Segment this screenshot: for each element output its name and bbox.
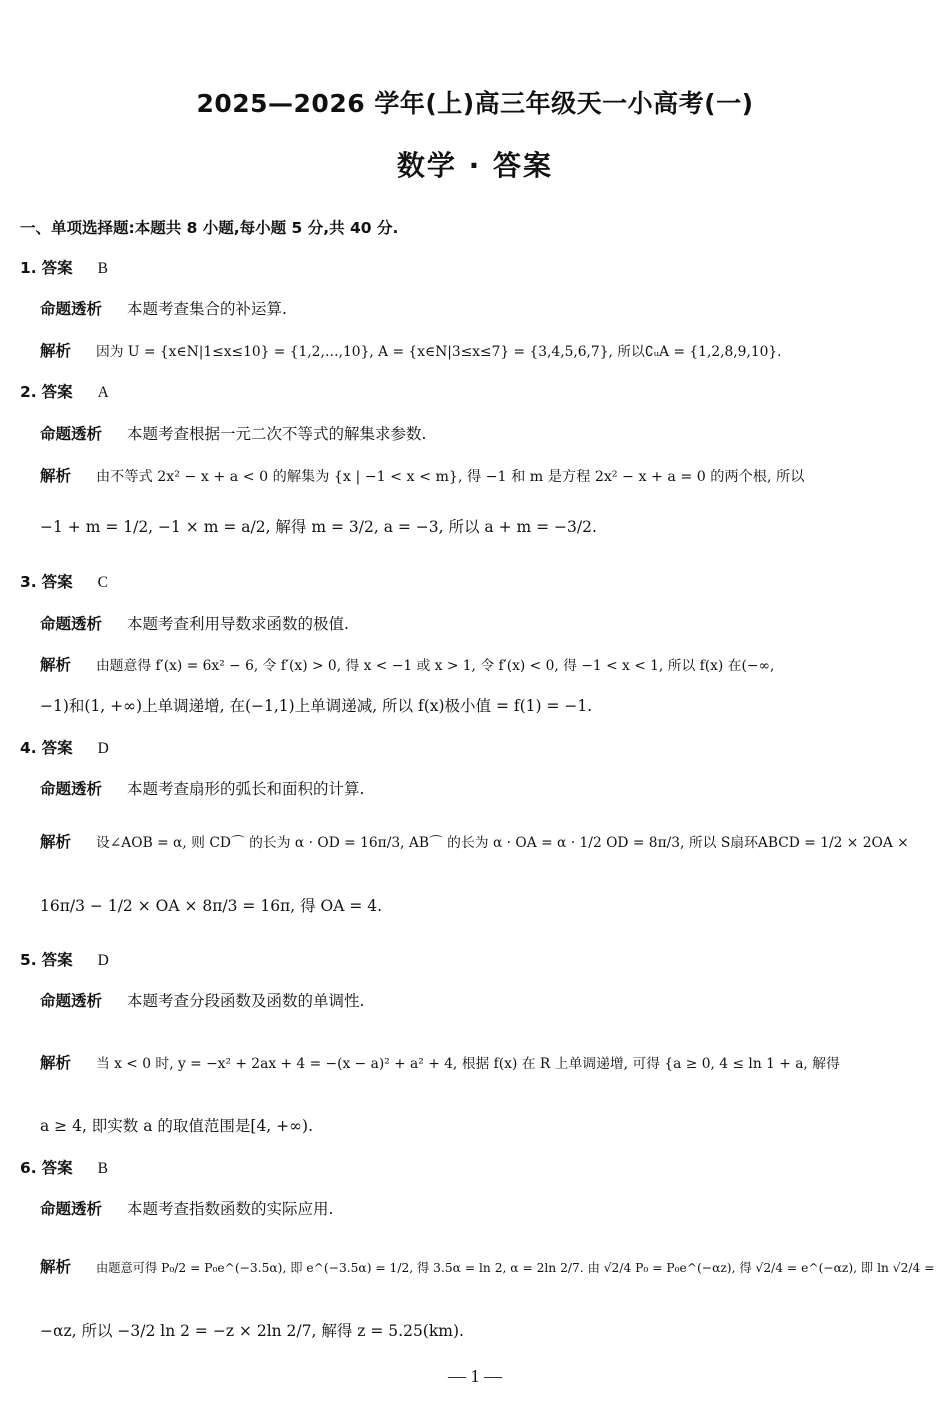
- question-2-analysis-cont: −1 + m = 1/2, −1 × m = a/2, 解得 m = 3/2, a = −3, 所以 a + m = −3/2.: [40, 518, 597, 536]
- question-number: 5.: [20, 951, 37, 969]
- analysis-text: 当 x < 0 时, y = −x² + 2ax + 4 = −(x − a)² + a² + 4, 根据 f(x) 在 R 上单调递增, 可得 {a ≥ 0, 4 ≤ ln 1 + a, 解得: [95, 1056, 840, 1072]
- question-4-answer-row: [20, 737, 930, 760]
- intent-text: 本题考查扇形的弧长和面积的计算.: [126, 780, 365, 798]
- answer-label: 答案: [41, 951, 73, 969]
- intent-label: 命题透析: [40, 780, 103, 798]
- question-5-answer-row: [20, 949, 930, 972]
- question-6-analysis: [40, 1256, 934, 1279]
- question-6-intent: [40, 1198, 333, 1220]
- intent-label: 命题透析: [40, 615, 103, 633]
- answer-value: B: [97, 1160, 108, 1177]
- intent-text: 本题考查利用导数求函数的极值.: [126, 615, 349, 633]
- question-3-analysis: [40, 654, 774, 677]
- analysis-text: 由题意得 f′(x) = 6x² − 6, 令 f′(x) > 0, 得 x < −1 或 x > 1, 令 f′(x) < 0, 得 −1 < x < 1, 所以 f(x) 在(−∞,: [95, 658, 775, 674]
- intent-label: 命题透析: [40, 300, 103, 318]
- answer-value: D: [97, 952, 109, 969]
- question-5-analysis: [40, 1052, 840, 1075]
- question-3-intent: [40, 613, 349, 635]
- analysis-text: 由题意可得 P₀/2 = P₀e^(−3.5α), 即 e^(−3.5α) = 1/2, 得 3.5α = ln 2, α = 2ln 2/7. 由 √2/4 P₀ = P₀e^(−αz), 得 √2/4 = e^(−αz), 即 ln √2/4 =: [95, 1261, 935, 1275]
- question-1-answer-row: [20, 257, 930, 280]
- question-6-analysis-cont: −αz, 所以 −3/2 ln 2 = −z × 2ln 2/7, 解得 z = 5.25(km).: [40, 1322, 464, 1340]
- intent-label: 命题透析: [40, 992, 103, 1010]
- analysis-label: 解析: [40, 656, 72, 674]
- question-3-answer-row: [20, 571, 930, 594]
- question-5-intent: [40, 990, 364, 1012]
- question-1-intent: [40, 298, 287, 320]
- intent-text: 本题考查集合的补运算.: [126, 300, 287, 318]
- analysis-text: 设∠AOB = α, 则 CD⌒ 的长为 α · OD = 16π/3, AB⌒ 的长为 α · OA = α · 1/2 OD = 8π/3, 所以 S扇环ABCD = 1/2 × 2OA ×: [95, 835, 909, 851]
- intent-text: 本题考查分段函数及函数的单调性.: [126, 992, 365, 1010]
- intent-text: 本题考查指数函数的实际应用.: [126, 1200, 334, 1218]
- question-number: 4.: [20, 739, 37, 757]
- question-2-answer-row: [20, 381, 930, 404]
- analysis-text: 由不等式 2x² − x + a < 0 的解集为 {x | −1 < x < m}, 得 −1 和 m 是方程 2x² − x + a = 0 的两个根, 所以: [95, 469, 805, 485]
- answer-label: 答案: [41, 259, 73, 277]
- question-2-analysis: [40, 465, 804, 488]
- answer-value: A: [97, 384, 109, 401]
- analysis-label: 解析: [40, 833, 72, 851]
- intent-label: 命题透析: [40, 425, 103, 443]
- answer-label: 答案: [41, 383, 73, 401]
- answer-label: 答案: [41, 739, 73, 757]
- intent-label: 命题透析: [40, 1200, 103, 1218]
- question-6-answer-row: [20, 1157, 930, 1180]
- answer-label: 答案: [41, 1159, 73, 1177]
- exam-title: 2025—2026 学年(上)高三年级天一小高考(一): [196, 89, 754, 118]
- analysis-label: 解析: [40, 342, 72, 360]
- question-3-analysis-cont: −1)和(1, +∞)上单调递增, 在(−1,1)上单调递减, 所以 f(x)极小值 = f(1) = −1.: [40, 697, 593, 715]
- question-5-analysis-cont: a ≥ 4, 即实数 a 的取值范围是[4, +∞).: [40, 1117, 314, 1135]
- question-number: 1.: [20, 259, 37, 277]
- question-4-analysis: [40, 831, 909, 854]
- question-number: 6.: [20, 1159, 37, 1177]
- question-4-analysis-cont: 16π/3 − 1/2 × OA × 8π/3 = 16π, 得 OA = 4.: [40, 897, 383, 915]
- analysis-label: 解析: [40, 467, 72, 485]
- question-number: 2.: [20, 383, 37, 401]
- section-heading: 一、单项选择题:本题共 8 小题,每小题 5 分,共 40 分.: [20, 219, 399, 237]
- analysis-text: 因为 U = {x∈N|1≤x≤10} = {1,2,…,10}, A = {x∈N|3≤x≤7} = {3,4,5,6,7}, 所以∁ᵤA = {1,2,8,9,10}.: [95, 344, 782, 360]
- answer-value: D: [97, 740, 109, 757]
- answer-label: 答案: [41, 573, 73, 591]
- question-4-intent: [40, 778, 364, 800]
- answer-value: B: [97, 260, 108, 277]
- question-2-intent: [40, 423, 426, 445]
- intent-text: 本题考查根据一元二次不等式的解集求参数.: [126, 425, 427, 443]
- page-number: — 1 —: [448, 1366, 502, 1386]
- question-1-analysis: [40, 340, 782, 363]
- analysis-label: 解析: [40, 1258, 72, 1276]
- question-number: 3.: [20, 573, 37, 591]
- exam-subtitle: 数学 · 答案: [396, 149, 554, 182]
- answer-value: C: [97, 574, 108, 591]
- analysis-label: 解析: [40, 1054, 72, 1072]
